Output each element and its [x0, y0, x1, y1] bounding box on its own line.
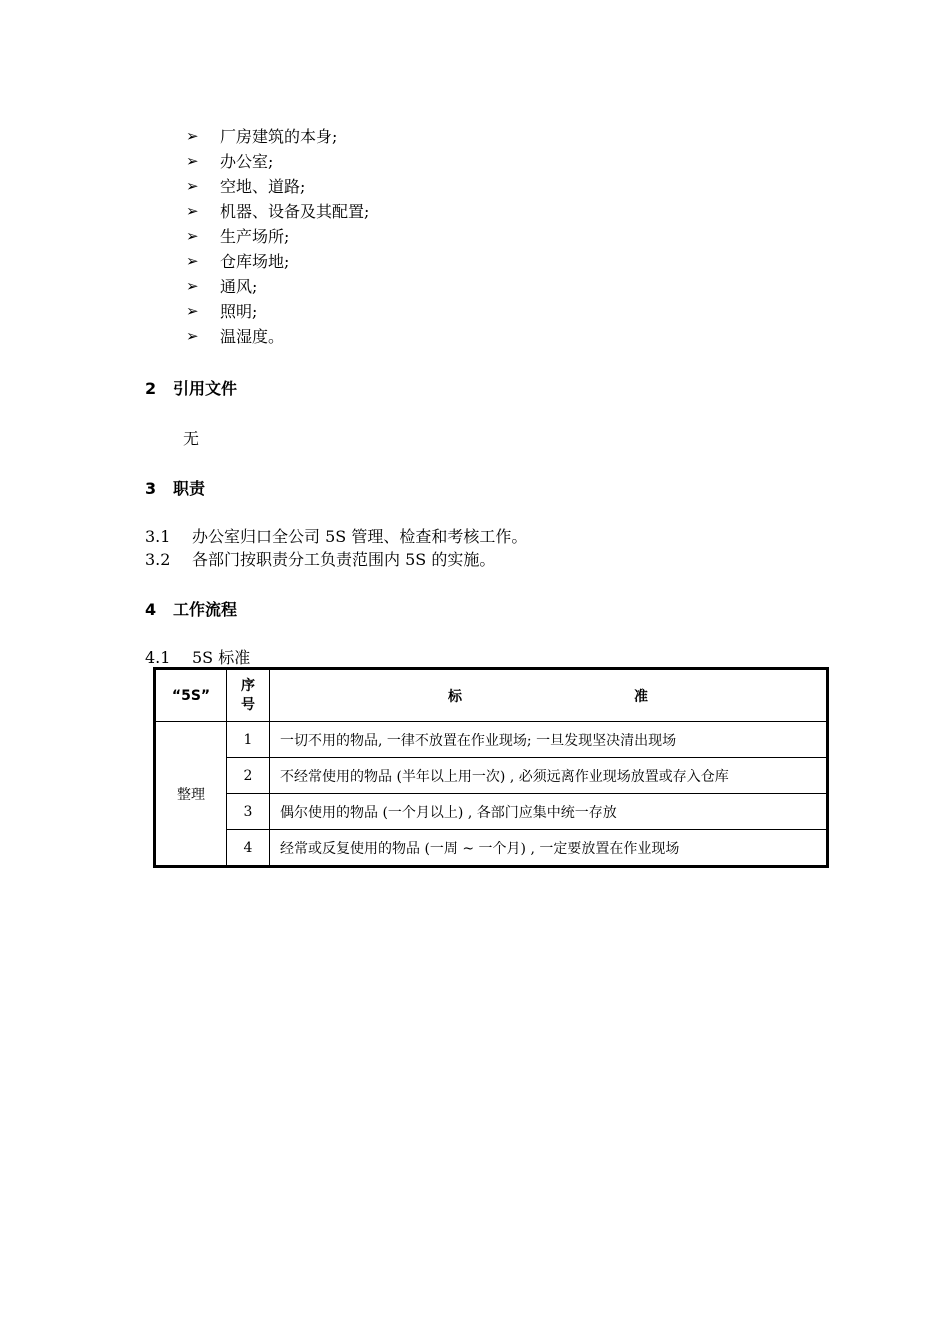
arrow-bullet-icon: ➢: [186, 202, 199, 220]
list-item: ➢ 仓库场地;: [186, 249, 369, 274]
section-4-heading: 4 工作流程: [145, 600, 238, 619]
row-number: 2: [227, 758, 270, 794]
arrow-bullet-icon: ➢: [186, 152, 199, 170]
header-standard: 标 准: [270, 669, 828, 722]
section-2-heading: 2 引用文件: [145, 379, 238, 398]
header-seq: 序 号: [227, 669, 270, 722]
arrow-bullet-icon: ➢: [186, 277, 199, 295]
arrow-bullet-icon: ➢: [186, 327, 199, 345]
list-item: ➢ 机器、设备及其配置;: [186, 199, 369, 224]
table-header-row: [155, 669, 828, 722]
table-row: [155, 722, 828, 758]
row-text: 偶尔使用的物品 (一个月以上) , 各部门应集中统一存放: [270, 794, 828, 830]
header-5s: “5S”: [155, 669, 227, 722]
table-row: [155, 794, 828, 830]
row-text: 不经常使用的物品 (半年以上用一次) , 必须远离作业现场放置或存入仓库: [270, 758, 828, 794]
list-item: ➢ 照明;: [186, 299, 369, 324]
list-item: ➢ 空地、道路;: [186, 174, 369, 199]
category-cell: 整理: [155, 722, 227, 867]
list-item: ➢ 办公室;: [186, 149, 369, 174]
arrow-bullet-icon: ➢: [186, 227, 199, 245]
section-3-item: 3.1 办公室归口全公司 5S 管理、检查和考核工作。: [145, 527, 528, 546]
section-3-item: 3.2 各部门按职责分工负责范围内 5S 的实施。: [145, 550, 496, 569]
section-4-subheading: 4.1 5S 标准: [145, 648, 251, 667]
arrow-bullet-icon: ➢: [186, 177, 199, 195]
row-text: 一切不用的物品, 一律不放置在作业现场; 一旦发现坚决清出现场: [270, 722, 828, 758]
arrow-bullet-icon: ➢: [186, 127, 199, 145]
list-item: ➢ 厂房建筑的本身;: [186, 124, 369, 149]
section-3-heading: 3 职责: [145, 479, 206, 498]
section-2-body: 无: [183, 429, 200, 448]
table-row: [155, 830, 828, 867]
list-item: ➢ 生产场所;: [186, 224, 369, 249]
table-row: [155, 758, 828, 794]
5s-standard-table: [153, 667, 829, 868]
row-text: 经常或反复使用的物品 (一周 ~ 一个月) , 一定要放置在作业现场: [270, 830, 828, 867]
row-number: 4: [227, 830, 270, 867]
arrow-bullet-icon: ➢: [186, 252, 199, 270]
row-number: 3: [227, 794, 270, 830]
arrow-bullet-icon: ➢: [186, 302, 199, 320]
scope-list: [186, 124, 369, 349]
list-item: ➢ 通风;: [186, 274, 369, 299]
list-item: ➢ 温湿度。: [186, 324, 369, 349]
row-number: 1: [227, 722, 270, 758]
